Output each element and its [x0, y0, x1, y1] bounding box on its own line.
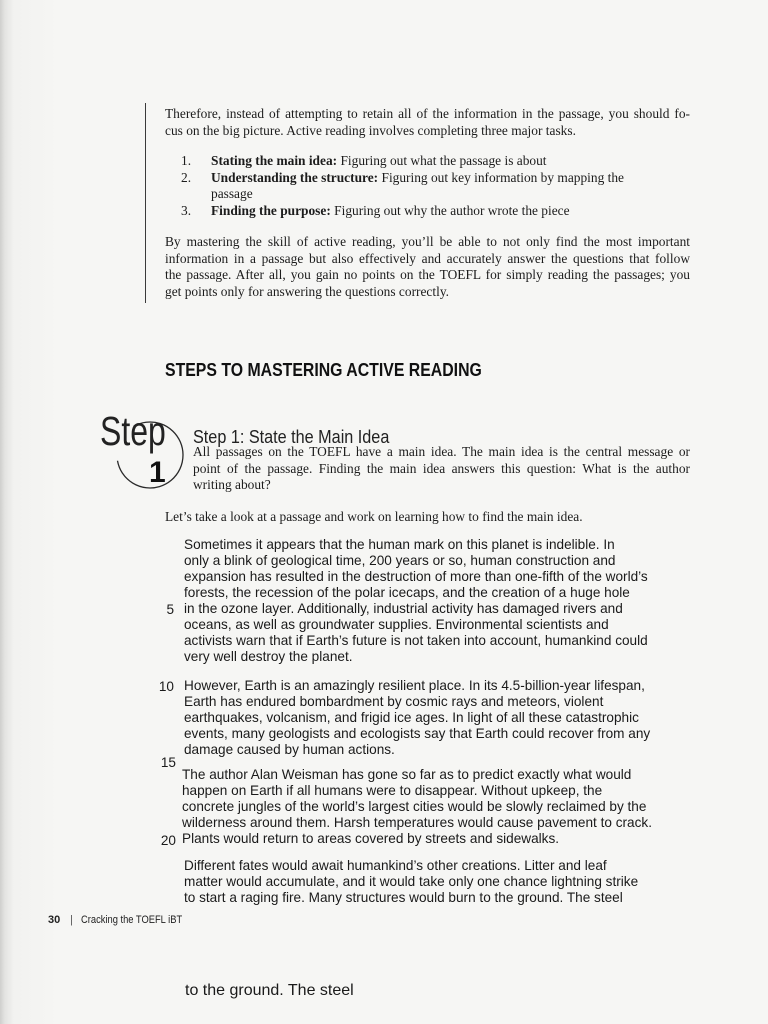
- task-label: Understanding the structure:: [211, 169, 379, 185]
- task-label: Finding the purpose:: [211, 202, 331, 218]
- text-line: get points only for answering the questions correctly.: [165, 283, 449, 299]
- mastery-paragraph: [165, 234, 690, 300]
- footer-separator: |: [70, 914, 73, 926]
- task-list: [165, 153, 690, 219]
- text-line: forests, the recession of the polar icecaps, and the creation of a huge hole: [184, 585, 630, 600]
- text-line: damage caused by human actions.: [184, 742, 395, 757]
- task-text: Figuring out why the author wrote the piece: [334, 202, 570, 218]
- step-badge-number: 1: [149, 456, 166, 489]
- text-line: writing about?: [193, 477, 271, 493]
- text-line: oceans, as well as groundwater supplies. Environmental scientists and: [184, 617, 609, 632]
- passage-paragraph: [184, 678, 650, 758]
- step-description: [193, 444, 690, 494]
- task-text: Figuring out key information by mapping the: [381, 169, 624, 185]
- text-line: in the ozone layer. Additionally, industrial activity has damaged rivers and: [184, 601, 623, 616]
- text-line: information in a passage but also effectively and accurately answer the questions that follow: [165, 250, 690, 266]
- task-label: Stating the main idea:: [211, 153, 338, 168]
- text-line: The author Alan Weisman has gone so far as to predict exactly what would: [182, 767, 632, 782]
- text-line: happen on Earth if all humans were to disappear. Without upkeep, the: [182, 783, 603, 798]
- task-text-continuation: passage: [211, 186, 253, 202]
- text-line: Earth has endured bombardment by cosmic rays and meteors, violent: [184, 694, 604, 709]
- text-line: point of the passage. Finding the main idea answers this question: What is the author: [193, 460, 690, 476]
- page-number: 30: [48, 914, 61, 926]
- step-title: Step 1: State the Main Idea: [193, 427, 390, 447]
- text-line: activists warn that if Earth’s future is not taken into account, humankind could: [184, 633, 648, 648]
- text-line: Therefore, instead of attempting to retain all of the information in the passage, you should fo-: [165, 106, 690, 121]
- task-item: [165, 170, 690, 203]
- passage-paragraph: [182, 767, 652, 847]
- text-line: However, Earth is an amazingly resilient place. In its 4.5-billion-year lifespan,: [184, 678, 645, 693]
- lead-in-sentence: Let’s take a look at a passage and work on learning how to find the main idea.: [165, 509, 583, 524]
- text-line: expansion has resulted in the destruction of more than one-fifth of the world’s: [184, 569, 648, 584]
- margin-rule: [145, 103, 146, 303]
- text-line: the passage. After all, you gain no points on the TOEFL for simply reading the passages; you: [165, 267, 690, 283]
- task-number: 3.: [181, 202, 192, 218]
- text-line: By mastering the skill of active reading, you’ll be able to not only find the most important: [165, 234, 690, 249]
- clipped-text-fragment: [185, 982, 445, 1003]
- text-line: matter would accumulate, and it would take only one chance lightning strike: [184, 874, 639, 889]
- task-number: 1.: [181, 153, 192, 168]
- task-text: Figuring out what the passage is about: [340, 153, 547, 168]
- step-badge-word: Step: [100, 408, 166, 454]
- text-line: Different fates would await humankind’s other creations. Litter and leaf: [184, 858, 607, 873]
- book-title: Cracking the TOEFL iBT: [81, 914, 183, 926]
- section-heading: STEPS TO MASTERING ACTIVE READING: [165, 360, 482, 380]
- text-line: wilderness around them. Harsh temperatures would cause pavement to crack.: [182, 815, 652, 830]
- text-line: earthquakes, volcanism, and frigid ice ages. In light of all these catastrophic: [184, 710, 639, 725]
- line-number: 10: [158, 679, 174, 694]
- text-line: to start a raging fire. Many structures would burn to the ground. The steel: [184, 890, 623, 905]
- clipped-text-line: to the ground. The steel: [185, 982, 354, 999]
- passage-paragraph: [184, 858, 638, 906]
- text-line: Sometimes it appears that the human mark on this planet is indelible. In: [184, 537, 615, 552]
- text-line: cus on the big picture. Active reading involves completing three major tasks.: [165, 122, 576, 138]
- line-number: 5: [166, 602, 174, 617]
- passage-paragraph: [184, 537, 648, 665]
- text-line: All passages on the TOEFL have a main idea. The main idea is the central message or: [193, 444, 690, 459]
- task-item: [165, 203, 690, 220]
- text-line: very well destroy the planet.: [184, 649, 353, 664]
- text-line: events, many geologists and ecologists say that Earth could recover from any: [184, 726, 651, 741]
- line-number: 15: [160, 755, 176, 770]
- task-number: 2.: [181, 169, 192, 185]
- line-number: 20: [160, 833, 176, 848]
- text-line: only a blink of geological time, 200 years or so, human construction and: [184, 553, 616, 568]
- intro-paragraph: [165, 106, 690, 139]
- task-item: [165, 153, 690, 170]
- text-line: concrete jungles of the world’s largest cities would be slowly reclaimed by the: [182, 799, 647, 814]
- text-line: Plants would return to areas covered by streets and sidewalks.: [182, 831, 560, 846]
